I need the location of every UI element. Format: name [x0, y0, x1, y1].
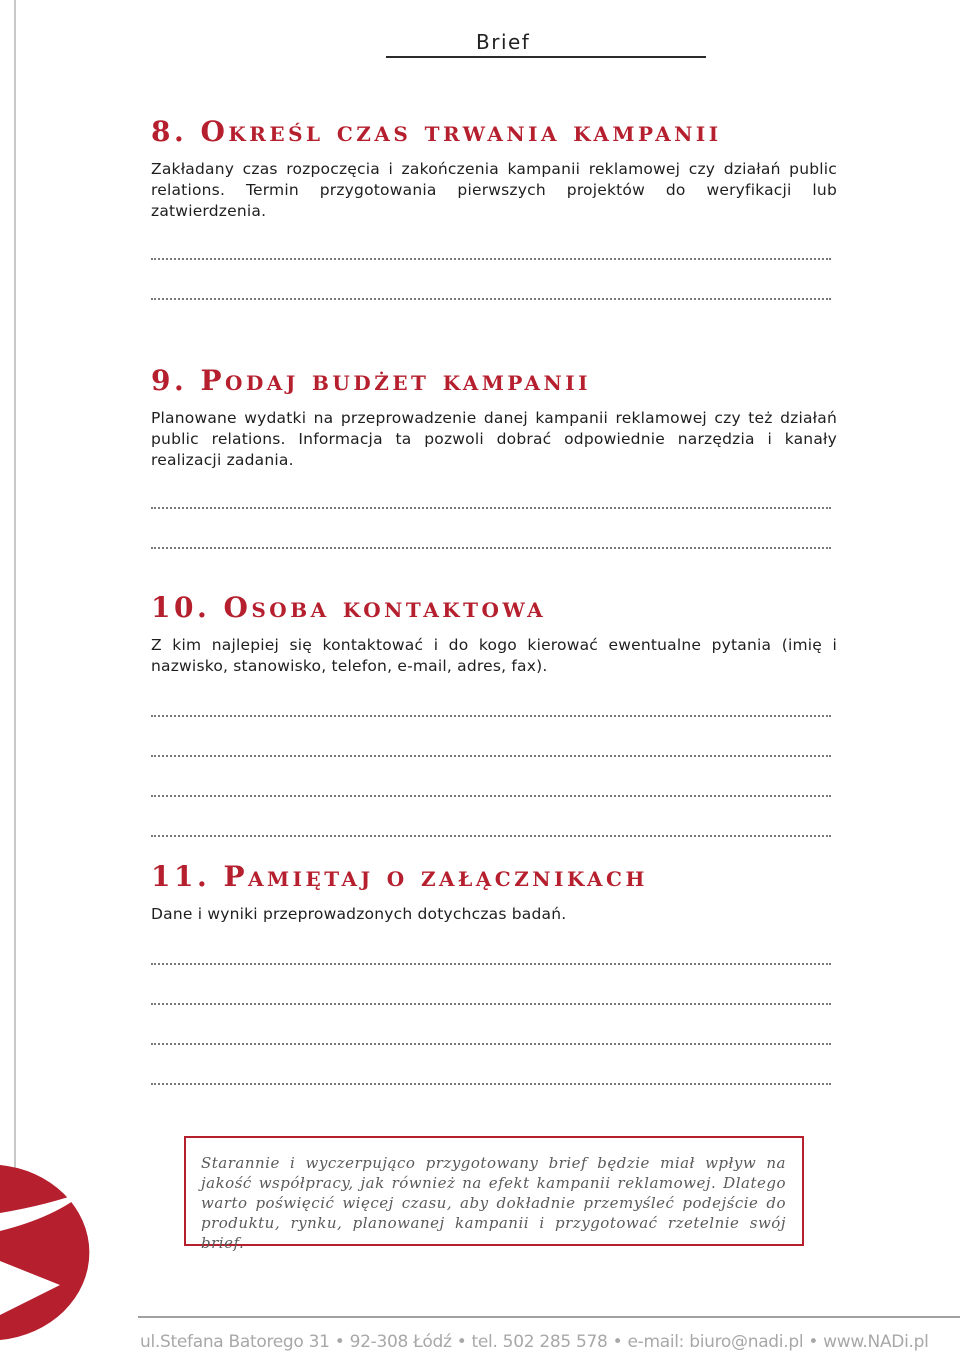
- tip-box: [184, 1136, 804, 1252]
- answer-line[interactable]: [151, 1003, 831, 1005]
- section-8-heading: 8. Określ czas trwania kampanii: [151, 115, 722, 148]
- section-9-description: Planowane wydatki na przeprowadzenie danej kampanii reklamowej czy też działań public relations. Informacja ta pozwoli dobrać odpowiednie narzędzia i kanały realizacji zadania.: [151, 409, 837, 469]
- answer-line[interactable]: [151, 795, 831, 797]
- answer-line[interactable]: [151, 547, 831, 549]
- answer-line[interactable]: [151, 298, 831, 300]
- header-underline: [386, 56, 706, 58]
- answer-line[interactable]: [151, 1043, 831, 1045]
- answer-line[interactable]: [151, 835, 831, 837]
- section-11-heading: 11. Pamiętaj o załącznikach: [151, 860, 648, 893]
- section-11-description: Dane i wyniki przeprowadzonych dotychczas badań.: [151, 905, 567, 923]
- section-10: [151, 591, 841, 677]
- tip-text: Starannie i wyczerpująco przygotowany brief będzie miał wpływ na jakość współpracy, jak również na efekt kampanii reklamowej. Dlatego warto poświęcić więcej czasu, aby dokładnie przemyśleć podejście do produktu, rynku, planowanej kampanii i przygotować rzetelnie swój brief.: [201, 1154, 786, 1252]
- answer-line[interactable]: [151, 755, 831, 757]
- answer-line[interactable]: [151, 1083, 831, 1085]
- footer-divider: [138, 1316, 960, 1318]
- section-10-heading: 10. Osoba kontaktowa: [151, 591, 547, 624]
- answer-line[interactable]: [151, 507, 831, 509]
- section-8-description: Zakładany czas rozpoczęcia i zakończenia kampanii reklamowej czy działań public relations. Termin przygotowania pierwszych projektów do weryfikacji lub zatwierdzenia.: [151, 160, 837, 220]
- answer-line[interactable]: [151, 258, 831, 260]
- section-10-description: Z kim najlepiej się kontaktować i do kogo kierować ewentualne pytania (imię i nazwisko, stanowisko, telefon, e-mail, adres, fax).: [151, 636, 837, 675]
- nadi-logo-icon: [0, 1165, 104, 1340]
- answer-line[interactable]: [151, 715, 831, 717]
- section-9-heading: 9. Podaj budżet kampanii: [151, 364, 592, 397]
- page-header-title: Brief: [476, 30, 531, 54]
- section-9: [151, 364, 841, 471]
- answer-line[interactable]: [151, 963, 831, 965]
- left-margin-line: [14, 0, 16, 1320]
- footer-contact: ul.Stefana Batorego 31 • 92-308 Łódź • tel. 502 285 578 • e-mail: biuro@nadi.pl • www.NADi.pl: [140, 1332, 929, 1352]
- section-11: [151, 860, 841, 925]
- section-8: [151, 115, 841, 222]
